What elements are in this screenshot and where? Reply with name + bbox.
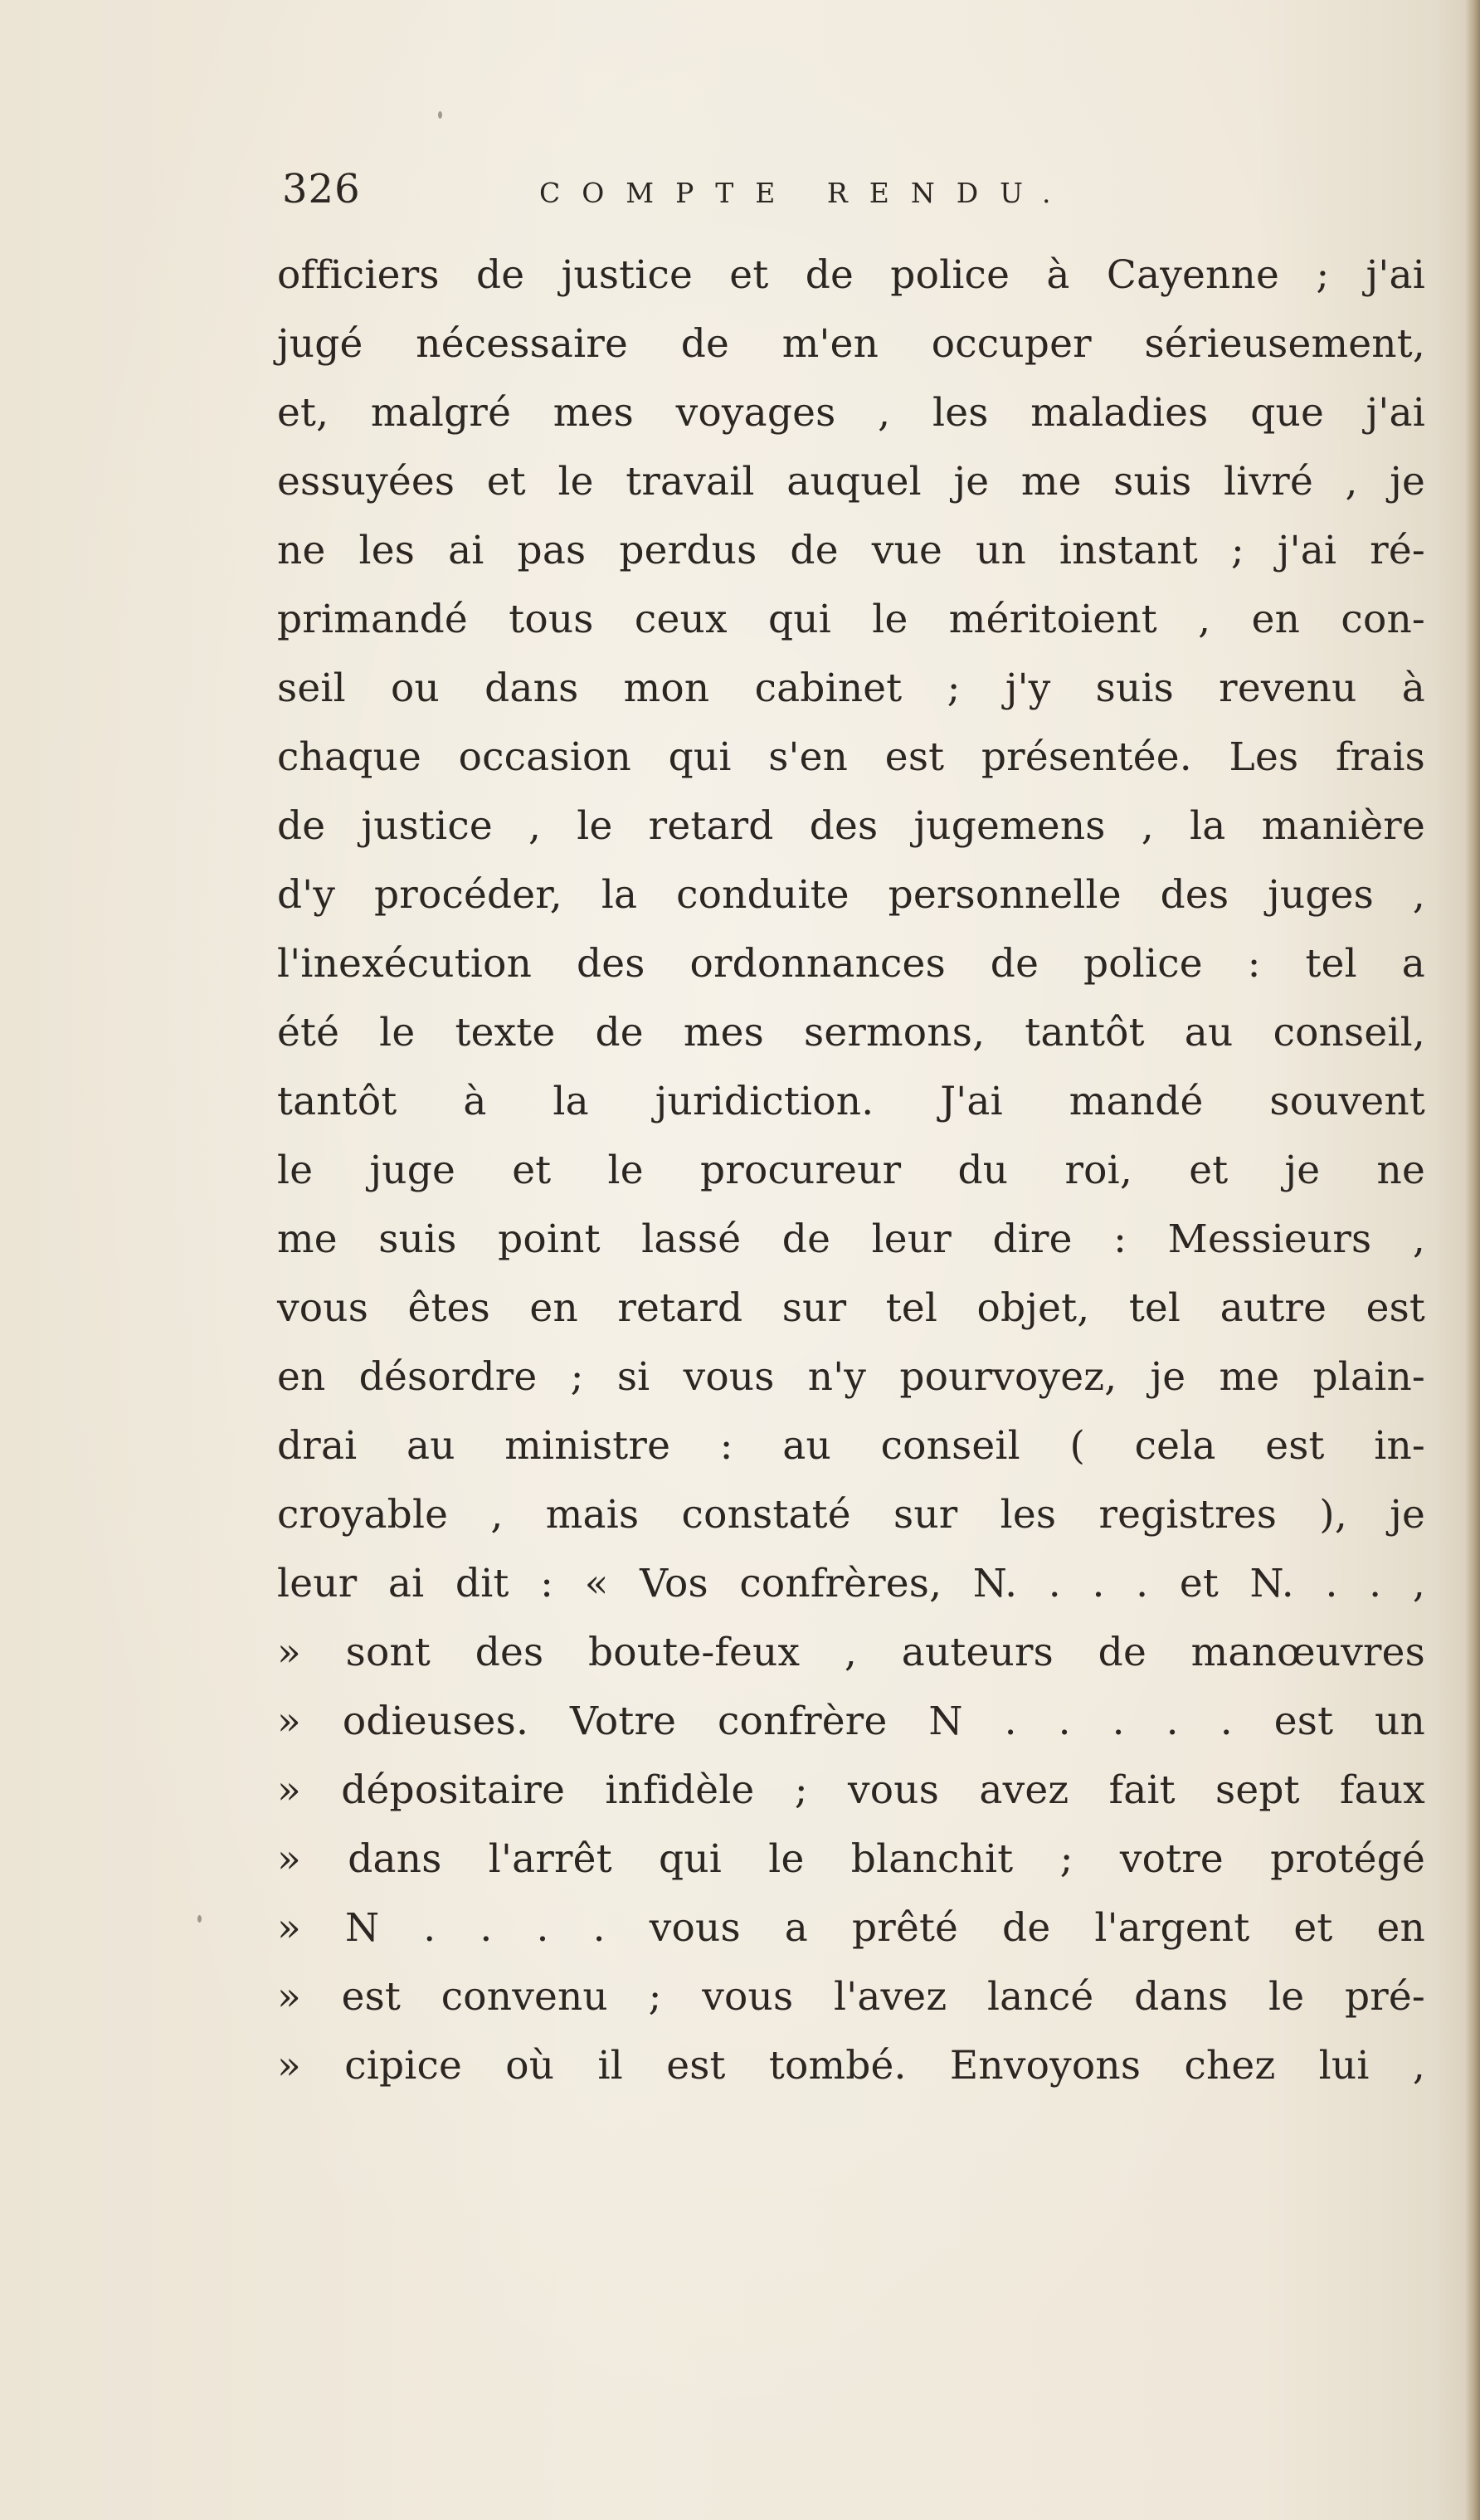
ink-speck (438, 111, 442, 119)
text-line: » N . . . . vous a prêté de l'argent et en (277, 1905, 1425, 1951)
text-line: croyable , mais constaté sur les registres ), je (277, 1492, 1425, 1538)
text-line: essuyées et le travail auquel je me suis livré , je (277, 459, 1425, 504)
text-line: » cipice où il est tombé. Envoyons chez lui , (277, 2043, 1425, 2089)
running-head (282, 166, 1443, 232)
text-line: l'inexécution des ordonnances de police : tel a (277, 941, 1425, 987)
text-line: et, malgré mes voyages , les maladies que j'ai (277, 390, 1425, 436)
text-line: seil ou dans mon cabinet ; j'y suis revenu à (277, 665, 1425, 711)
body-text (277, 241, 1425, 2100)
text-line: ne les ai pas perdus de vue un instant ; j'ai ré- (277, 528, 1425, 573)
text-line: officiers de justice et de police à Cayenne ; j'ai (277, 252, 1425, 298)
ink-speck (197, 1915, 202, 1923)
text-line: vous êtes en retard sur tel objet, tel autre est (277, 1285, 1425, 1331)
text-line: » dépositaire infidèle ; vous avez fait sept faux (277, 1767, 1425, 1813)
text-line: me suis point lassé de leur dire : Messieurs , (277, 1216, 1425, 1262)
text-line: chaque occasion qui s'en est présentée. Les frais (277, 734, 1425, 780)
page-number: 326 (282, 166, 361, 212)
page-edge-shadow (1465, 0, 1480, 2520)
text-line: en désordre ; si vous n'y pourvoyez, je me plain- (277, 1354, 1425, 1400)
text-line: de justice , le retard des jugemens , la manière (277, 803, 1425, 849)
text-line: » sont des boute-feux , auteurs de manœuvres (277, 1630, 1425, 1675)
text-line: été le texte de mes sermons, tantôt au conseil, (277, 1010, 1425, 1055)
text-line: tantôt à la juridiction. J'ai mandé souvent (277, 1079, 1425, 1124)
text-line: d'y procéder, la conduite personnelle des juges , (277, 872, 1425, 918)
text-line: primandé tous ceux qui le méritoient , en con- (277, 597, 1425, 642)
text-line: » dans l'arrêt qui le blanchit ; votre protégé (277, 1836, 1425, 1882)
text-line: leur ai dit : « Vos confrères, N. . . . et N. . . , (277, 1561, 1425, 1606)
text-line: » odieuses. Votre confrère N . . . . . est un (277, 1699, 1425, 1744)
text-line: » est convenu ; vous l'avez lancé dans le pré- (277, 1974, 1425, 2020)
text-line: drai au ministre : au conseil ( cela est in- (277, 1423, 1425, 1469)
text-line: le juge et le procureur du roi, et je ne (277, 1148, 1425, 1193)
running-title: COMPTE RENDU. (539, 177, 1073, 209)
text-line: jugé nécessaire de m'en occuper sérieusement, (277, 321, 1425, 367)
